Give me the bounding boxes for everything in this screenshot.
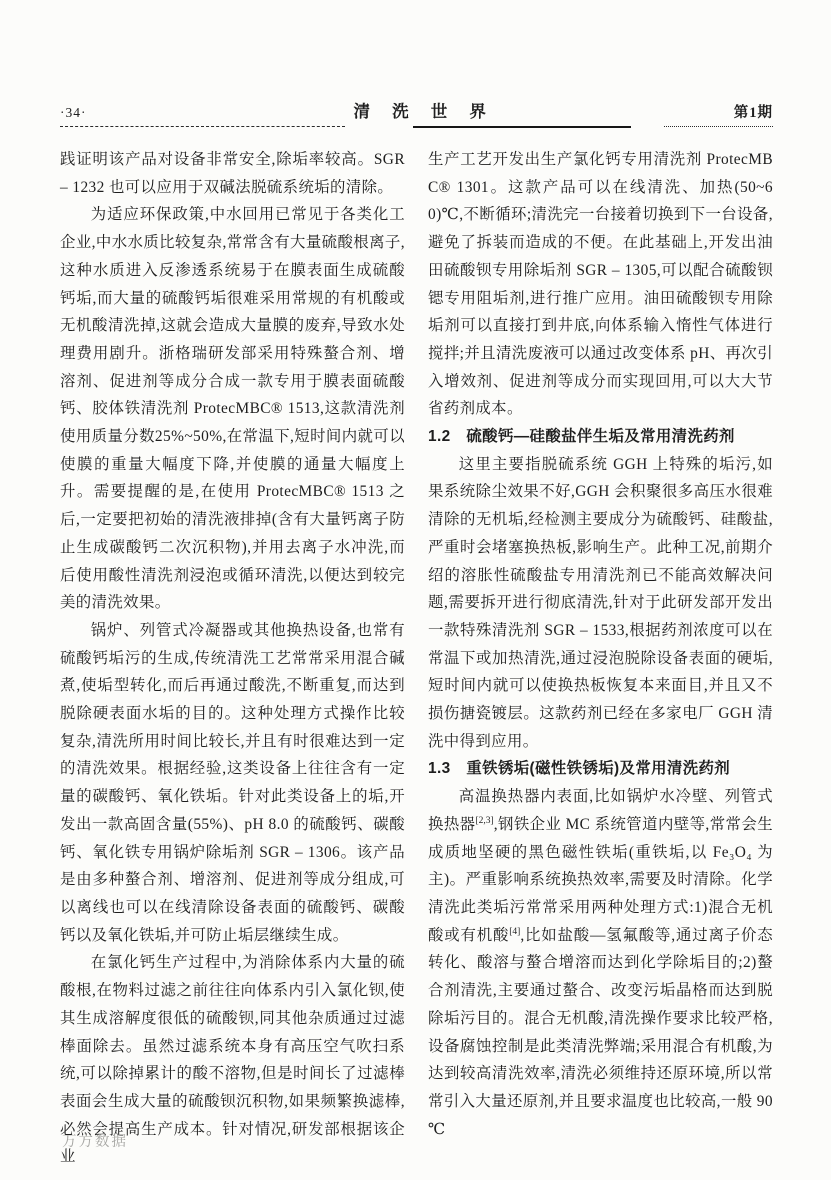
watermark-wanfang-data: 万方数据 [62,1134,128,1150]
paragraph: 践证明该产品对设备非常安全,除垢率较高。SGR – 1232 也可以应用于双碱法脱硫系统垢的清除。 [60,151,405,196]
header-rule-dotted [664,126,773,127]
paragraph: 在氯化钙生产过程中,为消除体系内大量的硫酸根,在物料过滤之前往往向体系内引入氯化钡,使其生成溶解度很低的硫酸钡,同其他杂质通过过滤棒面除去。虽然过滤系统本身有高压空气吹扫系统,可以除掉累计的酸不溶物,但是时间长了过滤棒表面会生成大量的硫酸钡沉积物,如果频繁换滤棒,必然会提高生产成本。针对情况,研发部根据该企业 [60,954,405,1166]
journal-title: 清 洗 世 界 [353,102,495,121]
section-heading-1-3: 1.3 重铁锈垢(磁性铁锈垢)及常用清洗药剂 [428,760,731,778]
section-heading-1-2: 1.2 硫酸钙—硅酸盐伴生垢及常用清洗药剂 [428,428,735,446]
paragraph: 锅炉、列管式冷凝器或其他换热设备,也常有硫酸钙垢污的生成,传统清洗工艺常常采用混合碱煮,使垢型转化,而后再通过酸洗,不断重复,而达到脱除硬表面水垢的目的。这种处理方式操作比较复杂,清洗所用时间比较长,并且有时很难达到一定的清洗效果。根据经验,这类设备上往往含有一定量的碳酸钙、氧化铁垢。针对此类设备上的垢,开发出一款高固含量(55%)、pH 8.0 的硫酸钙、碳酸钙、氧化铁专用锅炉除垢剂 SGR – 1306。该产品是由多种螯合剂、增溶剂、促进剂等成分组成,可以离线也可以在线清除设备表面的硫酸钙、碳酸钙以及氧化铁垢,并可防止垢层继续生成。 [60,621,405,944]
header-rules [60,126,773,129]
citation-superscript: [2,3] [475,815,494,826]
paragraph: 生产工艺开发出生产氯化钙专用清洗剂 ProtecMBC® 1301。这款产品可以在线清洗、加热(50~60)℃,不断循环;清洗完一台接着切换到下一台设备,避免了拆装而造成的不便。在此基础上,开发出油田硫酸钡专用除垢剂 SGR – 1305,可以配合硫酸钡锶专用阻垢剂,进行推广应用。油田硫酸钡专用除垢剂可以直接打到井底,向体系输入惰性气体进行搅拌;并且清洗废液可以通过改变体系 pH、再次引入增效剂、促进剂等成分而实现回用,可以大大节省药剂成本。 [428,151,773,418]
paragraph-text: ,比如盐酸—氢氟酸等,通过离子价态转化、酸溶与螯合增溶而达到化学除垢目的;2)螯合剂清洗,主要通过螯合、改变污垢晶格而达到脱除垢污目的。混合无机酸,清洗操作要求比较严格,设备腐蚀控制是此类清洗弊端;采用混合有机酸,为达到较高清洗效率,清洗必须维持还原环境,所以常常引入大量还原剂,并且要求温度也比较高,一般 90 ℃ [428,926,773,1138]
paragraph-text: ,钢铁企业 MC 系统管道内壁等,常常会生成质地坚硬的黑色磁性铁垢(重铁垢,以 Fe₃O₄ 为主)。严重影响系统换热效率,需要及时清除。化学清洗此类垢污常常采用两种处理方式:1)混合无机酸或有机酸 [428,815,773,944]
page-number: ·34· [60,105,87,120]
issue-label: 第1期 [733,105,773,121]
header-rule-dashed [60,126,345,127]
paragraph: 为适应环保政策,中水回用已常见于各类化工企业,中水水质比较复杂,常常含有大量硫酸根离子,这种水质进入反渗透系统易于在膜表面生成硫酸钙垢,而大量的硫酸钙垢很难采用常规的有机酸或无机酸清洗掉,这就会造成大量膜的废弃,导致水处理费用剧升。浙格瑞研发部采用特殊螯合剂、增溶剂、促进剂等成分合成一款专用于膜表面硫酸钙、胶体铁清洗剂 ProtecMBC® 1513,这款清洗剂使用质量分数25%~50%,在常温下,短时间内就可以使膜的重量大幅度下降,并使膜的通量大幅度上升。需要提醒的是,在使用 ProtecMBC® 1513 之后,一定要把初始的清洗液排掉(含有大量钙离子防止生成碳酸钙二次沉积物),并用去离子水冲洗,而后使用酸性清洗剂浸泡或循环清洗,以便达到较完美的清洗效果。 [60,206,405,612]
paragraph: 这里主要指脱硫系统 GGH 上特殊的垢污,如果系统除尘效果不好,GGH 会积聚很多高压水很难清除的无机垢,经检测主要成分为硫酸钙、硅酸盐,严重时会堵塞换热板,影响生产。此种工况,前期介绍的溶胀性硫酸盐专用清洗剂已不能高效解决问题,需要拆开进行彻底清洗,针对于此研发部开发出一款特殊清洗剂 SGR – 1533,根据药剂浓度可以在常温下或加热清洗,通过浸泡脱除设备表面的硬垢,短时间内就可以使换热板恢复本来面目,并且又不损伤搪瓷镀层。这款药剂已经在多家电厂 GGH 清洗中得到应用。 [428,455,773,750]
column-left [60,146,405,1171]
paragraph-text: 高温换热器内表面,比如锅炉水冷壁、列管式换热器 [428,788,773,833]
paragraph [428,783,773,1143]
citation-superscript: [4] [509,926,521,937]
header-rule-solid [413,126,631,128]
column-right [428,146,773,1143]
page-header [60,98,773,122]
